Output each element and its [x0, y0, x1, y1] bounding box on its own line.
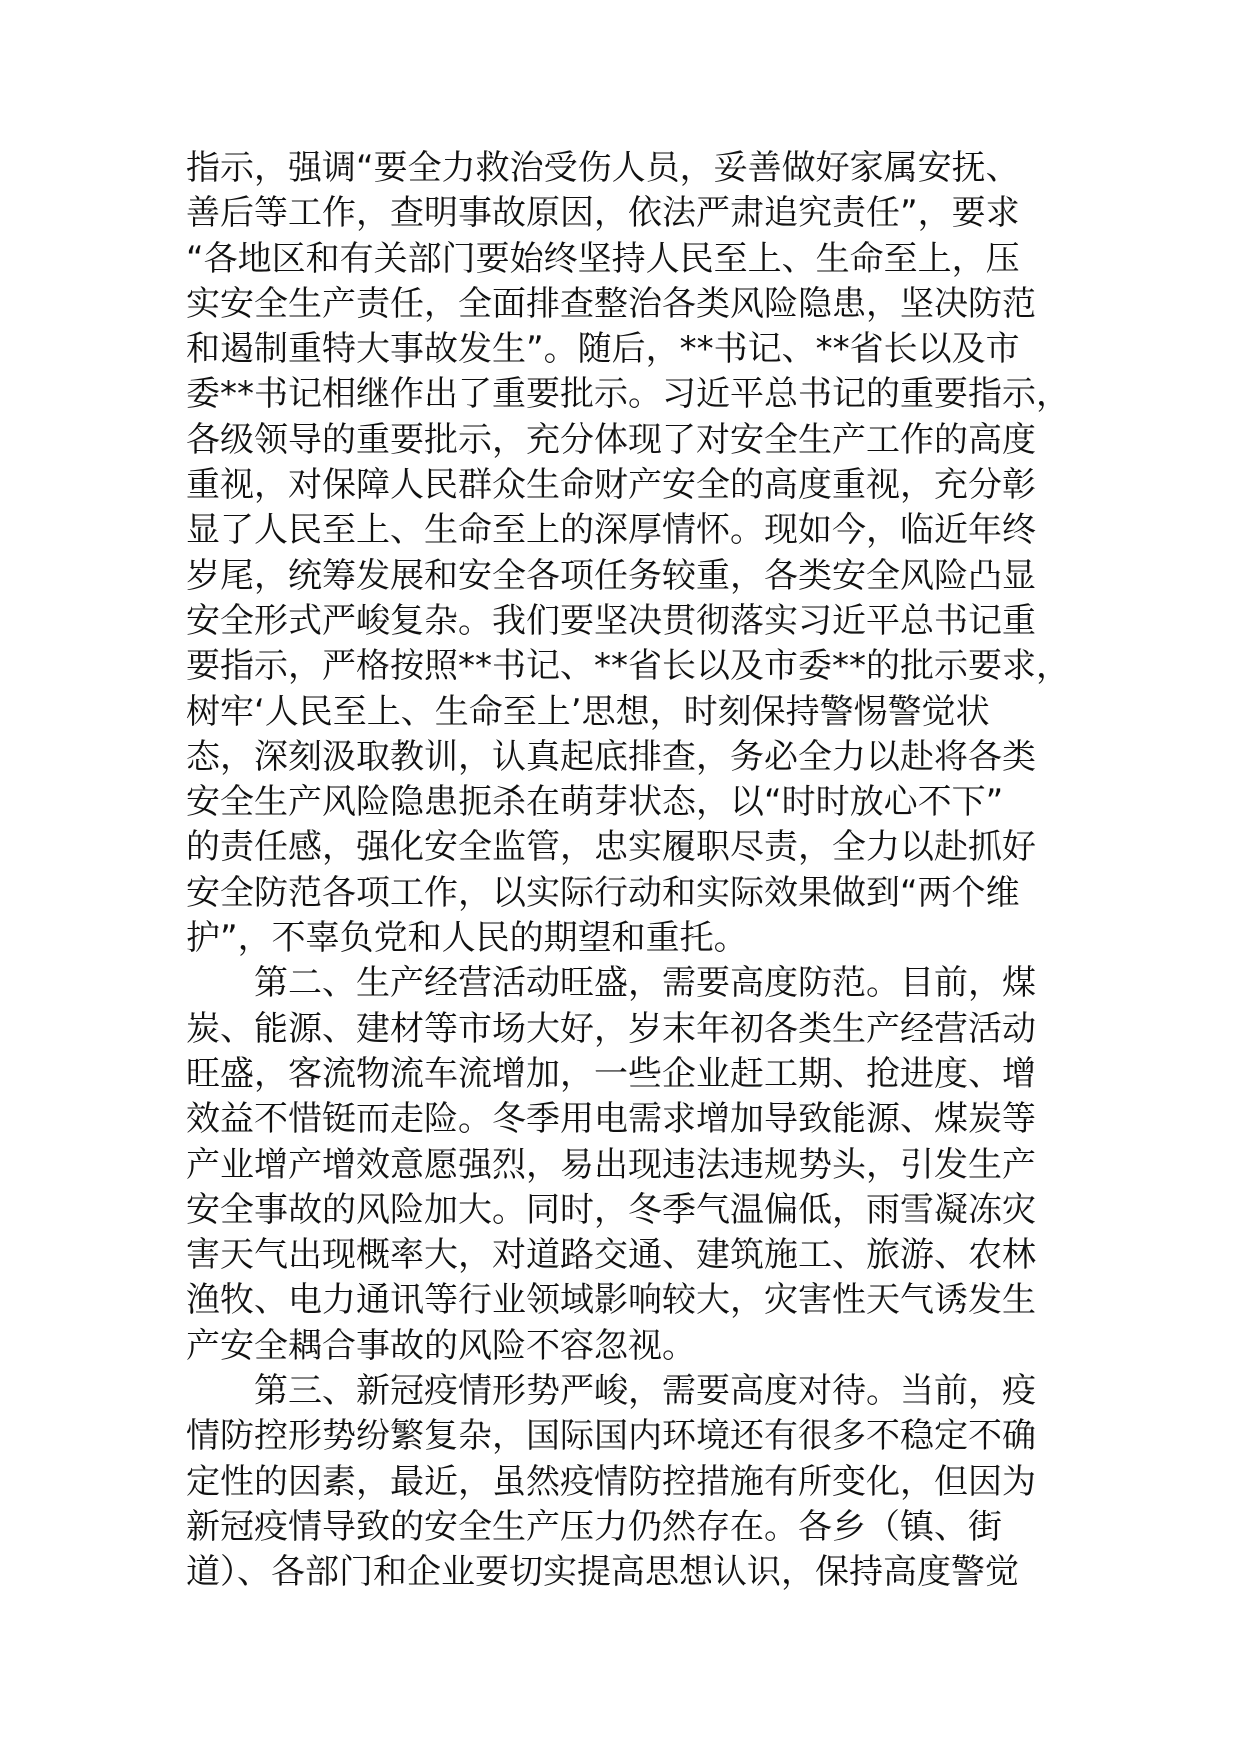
- text-line: 安全事故的风险加大。同时，冬季气温偏低，雨雪凝冻灾: [186, 1189, 1036, 1230]
- text-line: 效益不惜铤而走险。冬季用电需求增加导致能源、煤炭等: [186, 1099, 1036, 1140]
- text-line: 善后等工作，查明事故原因，依法严肃追究责任”，要求: [186, 193, 1020, 234]
- paragraph-first-line: 第三、新冠疫情形势严峻，需要高度对待。当前，疫: [254, 1371, 1036, 1412]
- text-line: 委**书记相继作出了重要批示。习近平总书记的重要指示，: [186, 374, 1070, 415]
- text-line: 指示，强调“要全力救治受伤人员，妥善做好家属安抚、: [186, 148, 1020, 188]
- text-line: 害天气出现概率大，对道路交通、建筑施工、旅游、农林: [186, 1235, 1036, 1276]
- text-line: 道）、各部门和企业要切实提高思想认识，保持高度警觉: [186, 1552, 1019, 1593]
- text-line: 实安全生产责任，全面排查整治各类风险隐患，坚决防范: [186, 283, 1036, 324]
- text-line: 情防控形势纷繁复杂，国际国内环境还有很多不稳定不确: [186, 1416, 1036, 1457]
- text-line: 安全生产风险隐患扼杀在萌芽状态，以“时时放心不下”: [186, 782, 1004, 823]
- text-line: 定性的因素，最近，虽然疫情防控措施有所变化，但因为: [186, 1461, 1036, 1502]
- text-line: 产业增产增效意愿强烈，易出现违法违规势头，引发生产: [186, 1144, 1036, 1185]
- text-line: 产安全耦合事故的风险不容忽视。: [186, 1325, 696, 1366]
- text-line: 态，深刻汲取教训，认真起底排查，务必全力以赴将各类: [186, 736, 1036, 777]
- text-line: 岁尾，统筹发展和安全各项任务较重，各类安全风险凸显: [186, 555, 1036, 596]
- paragraph-first-line: 第二、生产经营活动旺盛，需要高度防范。目前，煤: [254, 963, 1036, 1004]
- text-line: 显了人民至上、生命至上的深厚情怀。现如今，临近年终: [186, 510, 1036, 551]
- document-body-text: [186, 146, 1086, 1596]
- text-line: 炭、能源、建材等市场大好，岁末年初各类生产经营活动: [186, 1008, 1036, 1049]
- text-line: 新冠疫情导致的安全生产压力仍然存在。各乡（镇、街: [186, 1506, 1002, 1547]
- text-line: 旺盛，客流物流车流增加，一些企业赶工期、抢进度、增: [186, 1053, 1036, 1094]
- text-line: 安全形式严峻复杂。我们要坚决贯彻落实习近平总书记重: [186, 600, 1036, 641]
- text-line: 的责任感，强化安全监管，忠实履职尽责，全力以赴抓好: [186, 827, 1036, 868]
- text-line: 树牢‘人民至上、生命至上’思想，时刻保持警惕警觉状: [186, 691, 990, 732]
- text-line: 各级领导的重要批示，充分体现了对安全生产工作的高度: [186, 419, 1036, 460]
- text-line: 渔牧、电力通讯等行业领域影响较大，灾害性天气诱发生: [186, 1280, 1036, 1321]
- text-line: 和遏制重特大事故发生”。随后，**书记、**省长以及市: [186, 329, 1020, 370]
- text-line: “各地区和有关部门要始终坚持人民至上、生命至上，压: [186, 238, 1020, 279]
- text-line: 护”，不辜负党和人民的期望和重托。: [186, 918, 748, 959]
- text-line: 要指示，严格按照**书记、**省长以及市委**的批示要求，: [186, 646, 1070, 687]
- text-line: 重视，对保障人民群众生命财产安全的高度重视，充分彰: [186, 465, 1036, 506]
- text-line: 安全防范各项工作，以实际行动和实际效果做到“两个维: [186, 872, 1020, 913]
